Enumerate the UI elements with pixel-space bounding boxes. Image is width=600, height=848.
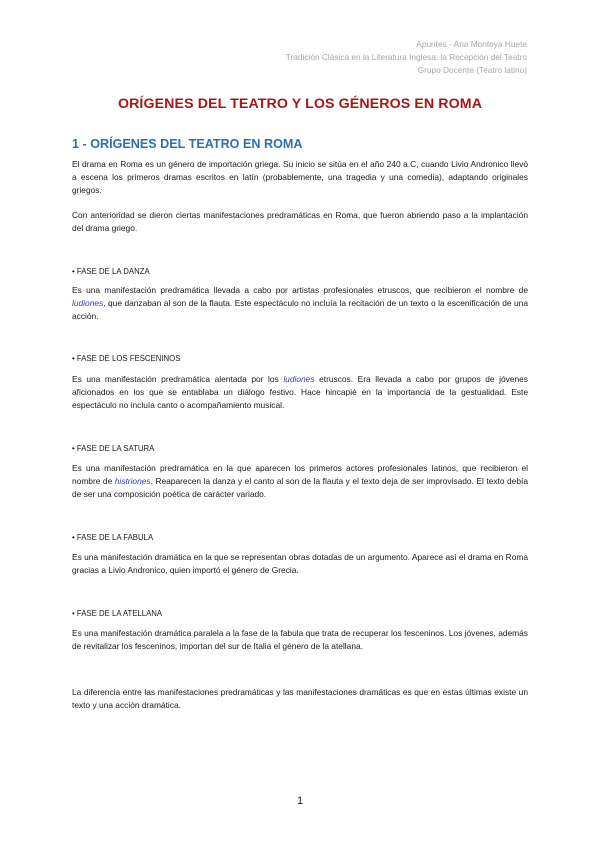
phase-text-before: Es una manifestación predramática llevada a cabo por artistas profesionales etruscos, que recibieron el nombre de xyxy=(72,285,528,295)
phase-text-after: . Reaparecen la danza y el canto al son de la flauta y el texto deja de ser improvisado. El texto debía de ser una composición poética de carácter variado. xyxy=(72,476,528,500)
section-heading xyxy=(72,137,302,151)
phase-danza-body xyxy=(72,284,528,324)
running-header xyxy=(286,38,527,77)
phase-title: • FASE DE LA ATELLANA xyxy=(72,609,163,618)
header-course: Tradición Clásica en la Literatura Inglesa: la Recepción del Teatro xyxy=(285,52,527,62)
conclusion-text: La diferencia entre las manifestaciones predramáticas y las manifestaciones dramáticas es que en estas últimas existe un texto y una acción dramática. xyxy=(72,687,528,711)
term-ludiones: ludiones xyxy=(72,298,104,309)
phase-title: • FASE DE LA SATURA xyxy=(72,444,155,453)
phase-fesceninos-body xyxy=(72,373,528,413)
section-number: 1 - xyxy=(72,137,87,151)
phase-satura xyxy=(72,442,528,455)
phase-text-after: , que danzaban al son de la flauta. Este espectáculo no incluía la recitación de un texto o la escenificación de una acción. xyxy=(72,298,528,322)
phase-text-before: Es una manifestación predramática en la que aparecen los primeros actores profesionales latinos, que recibieron el nombre de xyxy=(72,463,528,487)
phase-text xyxy=(72,373,528,413)
phase-danza xyxy=(72,265,528,278)
intro-text-1: El drama en Roma es un género de importación griega. Su inicio se sitúa en el año 240 a.C, cuando Livio Andronico llevó a escena los primeros dramas escritos en latín (probablemente, una tragedia y una comedia), adaptando originales griegos. xyxy=(72,159,528,196)
phase-title: • FASE DE LA FABULA xyxy=(72,533,154,542)
phase-fesceninos xyxy=(72,352,528,365)
phase-atellana-body xyxy=(72,627,528,653)
intro-paragraph-2 xyxy=(72,209,528,235)
phase-fabula-body xyxy=(72,551,528,577)
document-title: ORÍGENES DEL TEATRO Y LOS GÉNEROS EN ROMA xyxy=(117,96,483,112)
conclusion-paragraph xyxy=(72,686,528,712)
phase-text: Es una manifestación dramática en la que se representan obras dotadas de un argumento. Aparece así el drama en Roma gracias a Livio Andronico, quien importó el género de Grecia. xyxy=(72,552,528,576)
phase-title: • FASE DE LA DANZA xyxy=(72,267,150,276)
section-title-text: ORÍGENES DEL TEATRO EN ROMA xyxy=(90,137,303,151)
term-ludiones: ludiones xyxy=(283,374,315,384)
term-histriones: histriones xyxy=(114,476,151,487)
phase-text xyxy=(72,462,528,502)
intro-paragraph-1 xyxy=(72,158,528,198)
phase-text: Es una manifestación dramática paralela a la fase de la fabula que trata de recuperar los fesceninos. Los jóvenes, además de revitalizar los fesceninos, importan del sur de Italia el género de la atellana. xyxy=(72,628,528,652)
header-group: Grupo Docente (Teatro latino) xyxy=(417,65,527,75)
phase-text-before: Es una manifestación predramática alentada por los xyxy=(72,374,284,384)
header-author: Apuntes - Ana Montoya Huete xyxy=(416,39,527,49)
phase-text-after: etruscos. Era llevada a cabo por grupos de jóvenes aficionados en los que se entablaba un diálogo festivo. Hace hincapié en la importancia de la gestualidad. Este espectáculo no incluía canto o acompañamiento musical. xyxy=(72,374,528,411)
phase-fabula xyxy=(72,531,528,544)
page-number: 1 xyxy=(296,795,304,807)
phase-title: • FASE DE LOS FESCENINOS xyxy=(72,354,181,363)
intro-text-2: Con anterioridad se dieron ciertas manifestaciones predramáticas en Roma, que fueron abriendo paso a la implantación del drama griego. xyxy=(72,210,528,234)
phase-text xyxy=(72,284,528,324)
phase-atellana xyxy=(72,607,528,620)
phase-satura-body xyxy=(72,462,528,502)
